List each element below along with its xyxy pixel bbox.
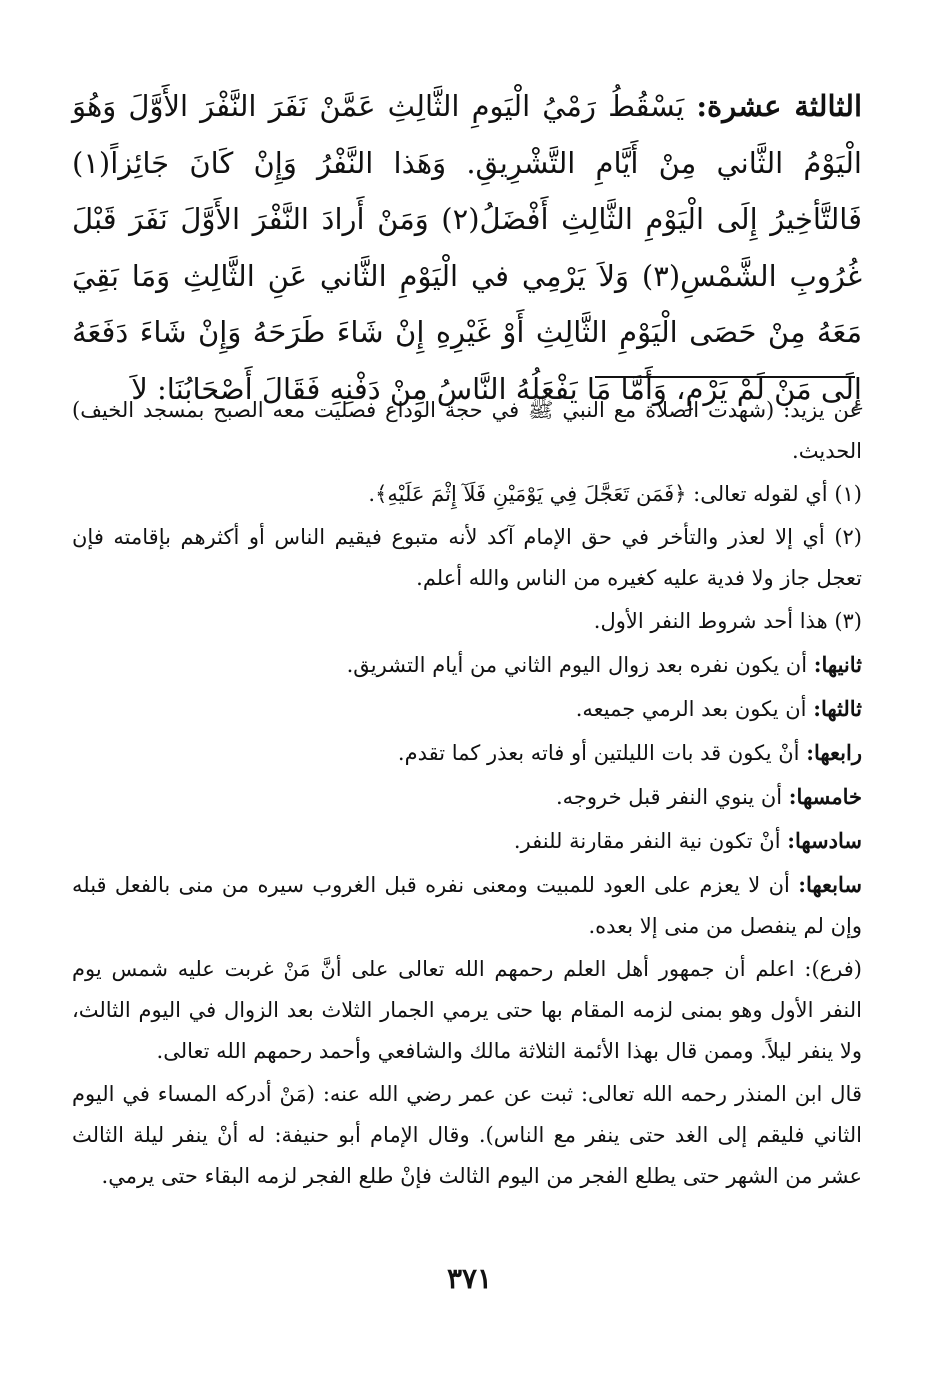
- condition-text: أن يكون بعد الرمي جميعه.: [575, 697, 807, 721]
- main-text-block: [72, 78, 862, 417]
- condition-text: أن ينوي النفر قبل خروجه.: [556, 785, 783, 809]
- condition-3: [72, 688, 862, 730]
- condition-label: ثانيها:: [813, 652, 862, 677]
- condition-4: [72, 732, 862, 774]
- footnotes-block: [72, 390, 862, 1197]
- condition-7: [72, 864, 862, 947]
- condition-label: ثالثها:: [813, 696, 862, 721]
- main-body-text: يَسْقُطُ رَمْيُ الْيَومِ الثَّالِثِ عَمَّنْ نَفَرَ النَّفْرَ الأَوَّلَ وَهُوَ الْيَوْمُ الثَّاني مِنْ أَيَّامِ التَّشْرِيقِ. وَهَذا النَّفْرُ وَإِنْ كَانَ جَائِزاً(١) فَالتَّأخِيرُ إِلَى الْيَوْمِ الثَّالِثِ أَفْضَلُ(٢) وَمَنْ أَرادَ النَّفْرَ الأَوَّلَ نَفَرَ قَبْلَ غُرُوبِ الشَّمْسِ(٣) وَلاَ يَرْمِي في الْيَوْمِ الثَّاني عَنِ الثَّالِثِ وَمَا بَقِيَ مَعَهُ مِنْ حَصَى الْيَوْمِ الثَّالِثِ أَوْ غَيْرِهِ إِنْ شَاءَ طَرَحَهُ وَإِنْ شَاءَ دَفَعَهُ إِلَى مَنْ لَمْ يَرْمِ، وَأَمَّا مَا يَفْعَلُهُ النَّاسُ مِنْ دَفْنِهِ فَقَالَ أَصْحَابُنَا: لاَ: [72, 89, 862, 406]
- ibn-mundhir-paragraph: قال ابن المنذر رحمه الله تعالى: ثبت عن عمر رضي الله عنه: (مَنْ أدركه المساء في اليوم الثاني فليقم إلى الغد حتى ينفر مع الناس). وقال الإمام أبو حنيفة: له أنْ ينفر ليلة الثالث عشر من الشهر حتى يطلع الفجر من اليوم الثالث فإنْ طلع الفجر لزمه البقاء حتى يرمي.: [72, 1082, 862, 1188]
- condition-text: أن لا يعزم على العود للمبيت ومعنى نفره قبل الغروب سيره من منى بالفعل قبله وإن لم ينفصل من منى إلا بعده.: [72, 873, 862, 938]
- footnote-continuation: عن يزيد: (شهدت الصلاة مع النبي ﷺ في حجة الوداع فصليت معه الصبح بمسجد الخيف) الحديث.: [72, 398, 862, 463]
- condition-2: [72, 644, 862, 686]
- condition-5: [72, 776, 862, 818]
- condition-label: سادسها:: [787, 828, 862, 853]
- condition-label: سابعها:: [798, 872, 862, 897]
- condition-label: رابعها:: [806, 740, 862, 765]
- condition-text: أنْ تكون نية النفر مقارنة للنفر.: [513, 829, 781, 853]
- main-paragraph: [72, 78, 862, 417]
- footnote-3: (٣) هذا أحد شروط النفر الأول.: [593, 609, 862, 633]
- footnote-1: (١) أي لقوله تعالى: ﴿فَمَن تَعَجَّلَ فِي يَوْمَيْنِ فَلَآ إِثْمَ عَلَيْهِ﴾.: [368, 482, 862, 506]
- condition-text: أنْ يكون قد بات الليلتين أو فاته بعذر كما تقدم.: [397, 741, 800, 765]
- condition-text: أن يكون نفره بعد زوال اليوم الثاني من أيام التشريق.: [346, 653, 808, 677]
- section-heading: الثالثة عشرة:: [696, 89, 862, 123]
- condition-6: [72, 820, 862, 862]
- far-paragraph: (فرع): اعلم أن جمهور أهل العلم رحمهم الله تعالى على أنَّ مَنْ غربت عليه شمس يوم النفر الأول وهو بمنى لزمه المقام بها حتى يرمي الجمار الثلاث بعد الزوال في اليوم الثالث، ولا ينفر ليلاً. وممن قال بهذا الأئمة الثلاثة مالك والشافعي وأحمد رحمهم الله تعالى.: [72, 957, 862, 1063]
- footnote-divider: [595, 376, 855, 378]
- page-number: ٣٧١: [446, 1262, 493, 1295]
- condition-label: خامسها:: [788, 784, 862, 809]
- footnote-2: (٢) أي إلا لعذر والتأخر في حق الإمام آكد لأنه متبوع فيقيم الناس أو أكثرهم بإقامته فإن تعجل جاز ولا فدية عليه كغيره من الناس والله أعلم.: [72, 525, 862, 590]
